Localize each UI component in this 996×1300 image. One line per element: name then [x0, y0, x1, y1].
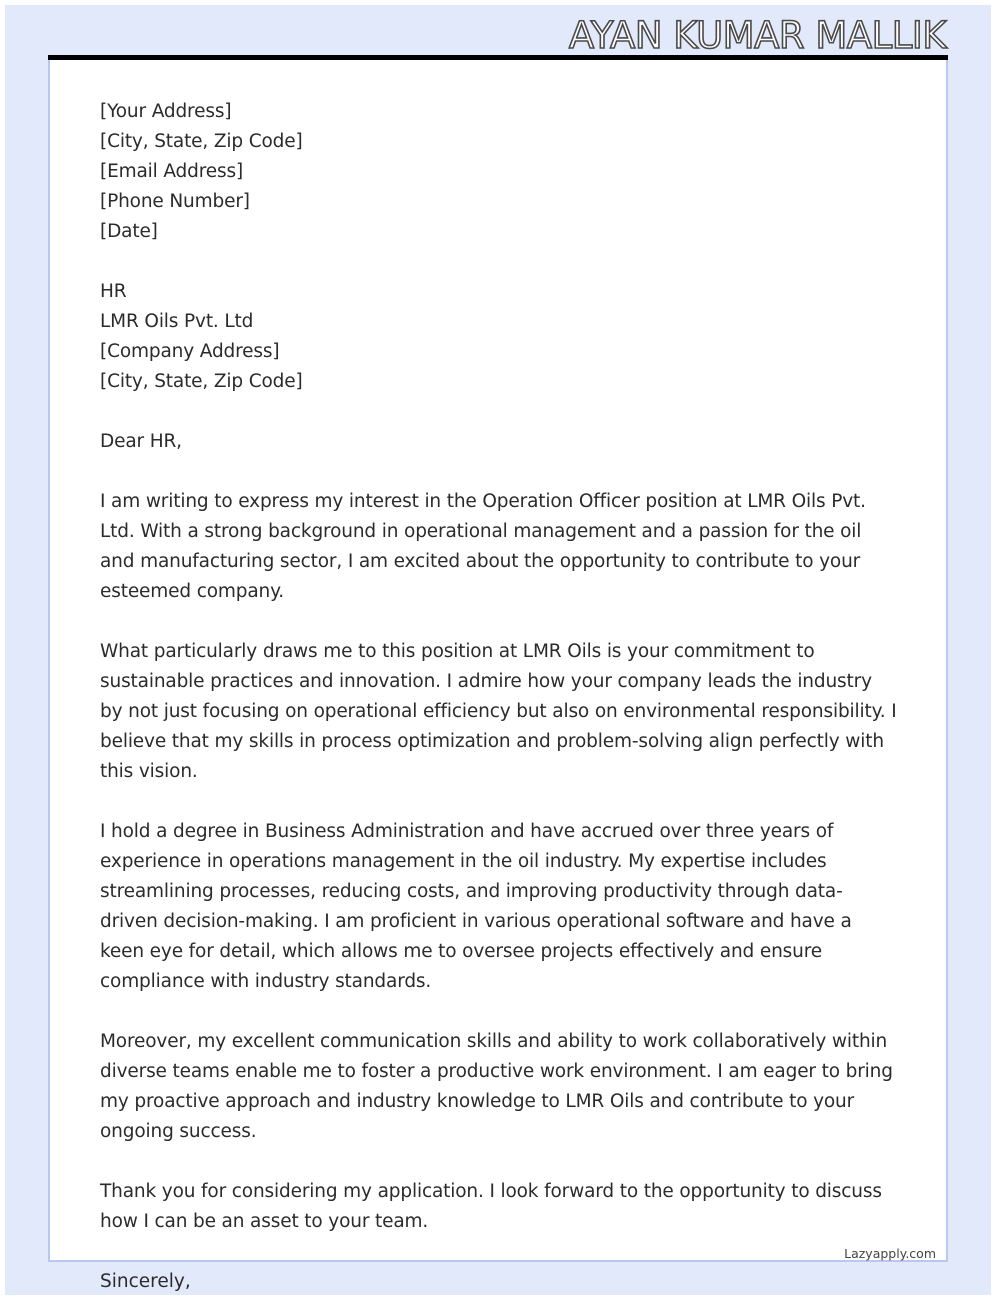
letter-date: [Date]: [100, 221, 158, 242]
recipient-company: LMR Oils Pvt. Ltd: [100, 311, 254, 332]
recipient-attention: HR: [100, 281, 127, 302]
body-paragraph-5: Thank you for considering my application. I look forward to the opportunity to discuss how I can be an asset to your team.: [100, 1181, 882, 1232]
body-paragraph-1: I am writing to express my interest in the Operation Officer position at LMR Oils Pvt. Ltd. With a strong background in operational management and a passion for the oil and manufacturing sector, I am excited about the opportunity to contribute to your esteemed company.: [100, 491, 866, 602]
body-paragraph-2: What particularly draws me to this position at LMR Oils is your commitment to sustainable practices and innovation. I admire how your company leads the industry by not just focusing on operational efficiency but also on environmental responsibility. I believe that my skills in process optimization and problem-solving align perfectly with this vision.: [100, 641, 897, 782]
sender-phone: [Phone Number]: [100, 191, 250, 212]
recipient-address: [Company Address]: [100, 341, 280, 362]
cover-letter: [100, 97, 900, 1237]
body-paragraph-3: I hold a degree in Business Administration and have accrued over three years of experience in operations management in the oil industry. My expertise includes streamlining processes, reducing costs, and improving productivity through data-driven decision-making. I am proficient in various operational software and have a keen eye for detail, which allows me to oversee projects effectively and ensure compliance with industry standards.: [100, 821, 852, 992]
applicant-name: AYAN KUMAR MALLIK: [568, 14, 946, 57]
closing: Sincerely,: [100, 1271, 191, 1292]
sender-address: [Your Address]: [100, 101, 232, 122]
salutation: Dear HR,: [100, 431, 182, 452]
recipient-city-state-zip: [City, State, Zip Code]: [100, 371, 303, 392]
body-paragraph-4: Moreover, my excellent communication skills and ability to work collaboratively within diverse teams enable me to foster a productive work environment. I am eager to bring my proactive approach and industry knowledge to LMR Oils and contribute to your ongoing success.: [100, 1031, 893, 1142]
watermark-link[interactable]: Lazyapply.com: [844, 1246, 936, 1261]
sender-block: [100, 97, 900, 247]
sender-email: [Email Address]: [100, 161, 244, 182]
sender-city-state-zip: [City, State, Zip Code]: [100, 131, 303, 152]
recipient-block: [100, 277, 900, 397]
